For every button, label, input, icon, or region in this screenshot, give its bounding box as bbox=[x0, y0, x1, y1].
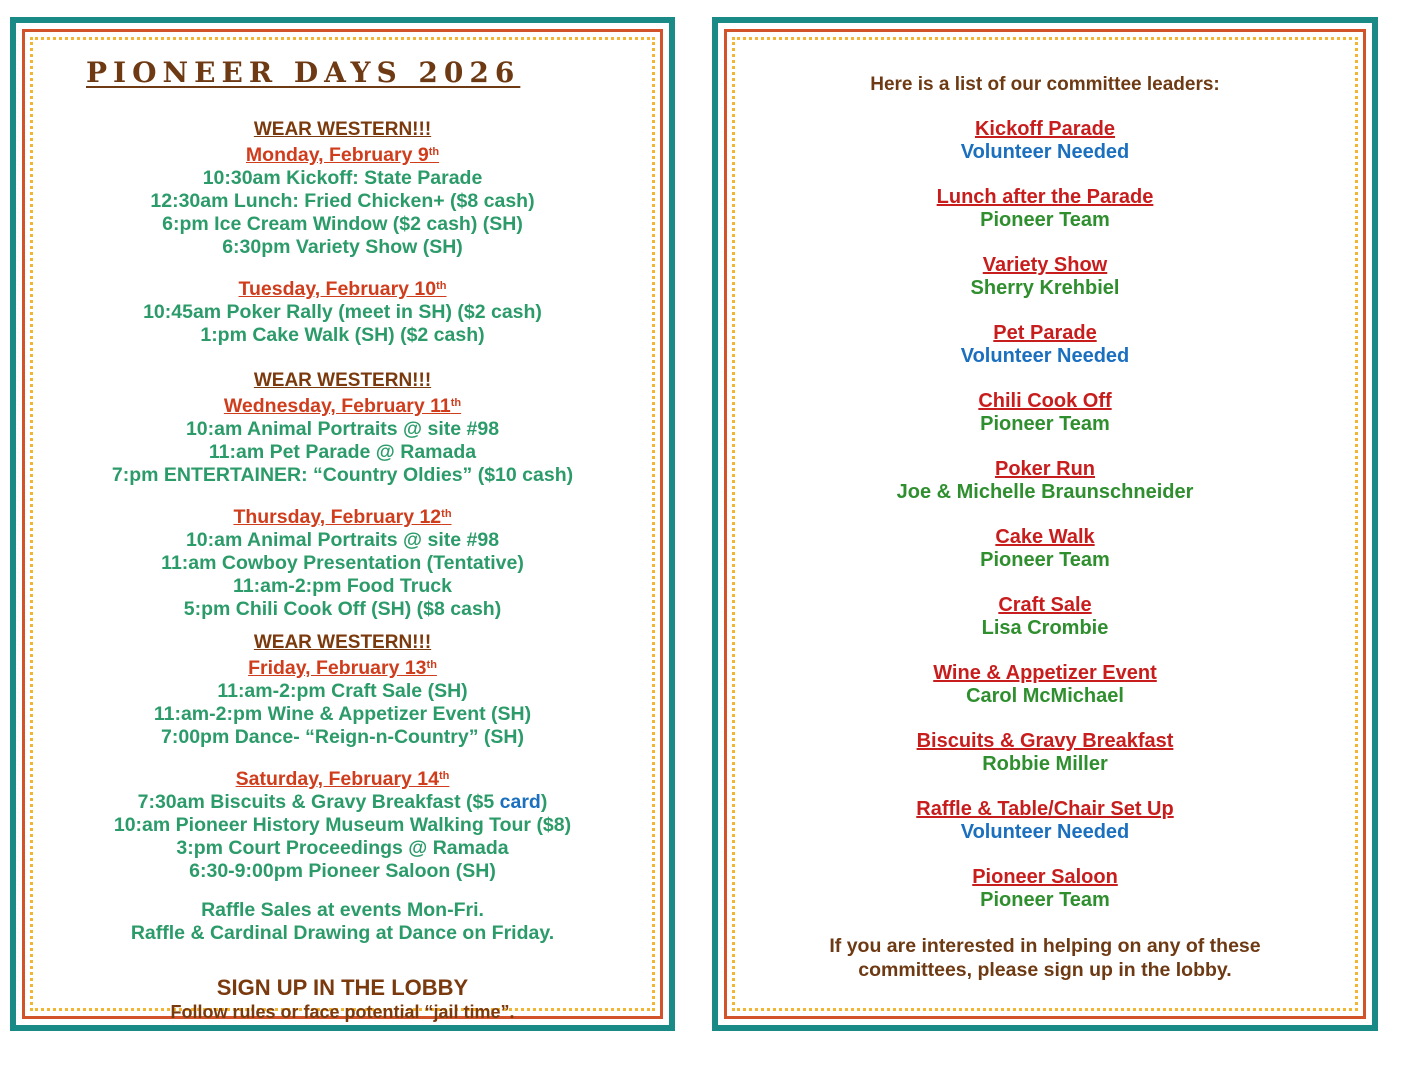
committee-name: Poker Run bbox=[994, 458, 1096, 480]
committee-name: Lunch after the Parade bbox=[936, 186, 1154, 208]
event-line: 12:30am Lunch: Fried Chicken+ ($8 cash) bbox=[150, 190, 535, 212]
card-label: card bbox=[499, 791, 541, 813]
committee-name: Raffle & Table/Chair Set Up bbox=[916, 798, 1174, 820]
schedule-lines bbox=[16, 118, 669, 1023]
wear-western-note: WEAR WESTERN!!! bbox=[253, 370, 432, 391]
day-heading-wednesday: Wednesday, February 11th bbox=[223, 395, 462, 417]
rules-note: Follow rules or face potential “jail time”. bbox=[170, 1002, 515, 1022]
raffle-note: Raffle & Cardinal Drawing at Dance on Friday. bbox=[130, 922, 555, 944]
committee-leader: Joe & Michelle Braunschneider bbox=[896, 481, 1194, 503]
committee-leader: Pioneer Team bbox=[980, 549, 1110, 571]
event-line: 7:30am Biscuits & Gravy Breakfast ($5 card) bbox=[137, 791, 548, 813]
committee-leader: Robbie Miller bbox=[982, 753, 1108, 775]
committee-content bbox=[718, 23, 1372, 1025]
committee-leader: Lisa Crombie bbox=[981, 617, 1109, 639]
committee-intro: Here is a list of our committee leaders: bbox=[870, 74, 1220, 95]
committee-leader: Sherry Krehbiel bbox=[970, 277, 1120, 299]
raffle-note: Raffle Sales at events Mon-Fri. bbox=[201, 899, 484, 921]
committee-name: Variety Show bbox=[982, 254, 1108, 276]
event-line: 10:am Animal Portraits @ site #98 bbox=[185, 418, 500, 440]
committee-name: Chili Cook Off bbox=[978, 390, 1112, 412]
event-line: 6:30-9:00pm Pioneer Saloon (SH) bbox=[189, 860, 496, 882]
page-title: PIONEER DAYS 2026 bbox=[86, 56, 521, 89]
event-line: 11:am-2:pm Craft Sale (SH) bbox=[217, 680, 468, 702]
event-line: 10:30am Kickoff: State Parade bbox=[202, 167, 483, 189]
committee-name: Kickoff Parade bbox=[974, 118, 1116, 140]
day-heading-friday: Friday, February 13th bbox=[248, 657, 437, 679]
wear-western-note: WEAR WESTERN!!! bbox=[253, 119, 432, 140]
event-line: 11:am Cowboy Presentation (Tentative) bbox=[161, 552, 524, 574]
committee-footer: If you are interested in helping on any of these bbox=[829, 935, 1261, 957]
committee-leader: Pioneer Team bbox=[980, 889, 1110, 911]
committee-leader: Volunteer Needed bbox=[960, 141, 1130, 163]
day-heading-thursday: Thursday, February 12th bbox=[233, 506, 452, 528]
event-line: 5:pm Chili Cook Off (SH) ($8 cash) bbox=[183, 598, 502, 620]
event-line: 3:pm Court Proceedings @ Ramada bbox=[176, 837, 509, 859]
committee-list bbox=[718, 73, 1372, 982]
event-line: 6:30pm Variety Show (SH) bbox=[222, 236, 463, 258]
committee-name: Craft Sale bbox=[998, 594, 1092, 616]
day-heading-tuesday: Tuesday, February 10th bbox=[238, 278, 447, 300]
schedule-content bbox=[16, 23, 669, 1025]
committee-name: Wine & Appetizer Event bbox=[933, 662, 1157, 684]
day-heading-monday: Monday, February 9th bbox=[245, 144, 440, 166]
committee-leader: Pioneer Team bbox=[980, 413, 1110, 435]
committee-name: Cake Walk bbox=[995, 526, 1095, 548]
committee-panel bbox=[712, 17, 1378, 1031]
committee-leader: Volunteer Needed bbox=[960, 345, 1130, 367]
event-line: 1:pm Cake Walk (SH) ($2 cash) bbox=[200, 324, 485, 346]
event-line: 7:pm ENTERTAINER: “Country Oldies” ($10 cash) bbox=[111, 464, 574, 486]
committee-name: Biscuits & Gravy Breakfast bbox=[916, 730, 1174, 752]
event-line: 11:am Pet Parade @ Ramada bbox=[208, 441, 477, 463]
event-line: 10:am Animal Portraits @ site #98 bbox=[185, 529, 500, 551]
event-line: 10:am Pioneer History Museum Walking Tour ($8) bbox=[113, 814, 572, 836]
event-line: 6:pm Ice Cream Window ($2 cash) (SH) bbox=[162, 213, 523, 235]
event-line: 11:am-2:pm Food Truck bbox=[233, 575, 452, 597]
committee-leader: Pioneer Team bbox=[980, 209, 1110, 231]
signup-heading: SIGN UP IN THE LOBBY bbox=[216, 975, 469, 1000]
schedule-panel bbox=[10, 17, 675, 1031]
event-line: 7:00pm Dance- “Reign-n-Country” (SH) bbox=[161, 726, 524, 748]
day-heading-saturday: Saturday, February 14th bbox=[235, 768, 450, 790]
event-line: 10:45am Poker Rally (meet in SH) ($2 cash) bbox=[143, 301, 542, 323]
wear-western-note: WEAR WESTERN!!! bbox=[253, 632, 432, 653]
committee-name: Pioneer Saloon bbox=[972, 866, 1118, 888]
event-line: 11:am-2:pm Wine & Appetizer Event (SH) bbox=[153, 703, 532, 725]
committee-leader: Carol McMichael bbox=[966, 685, 1124, 707]
committee-name: Pet Parade bbox=[993, 322, 1097, 344]
committee-footer: committees, please sign up in the lobby. bbox=[858, 959, 1232, 981]
committee-leader: Volunteer Needed bbox=[960, 821, 1130, 843]
